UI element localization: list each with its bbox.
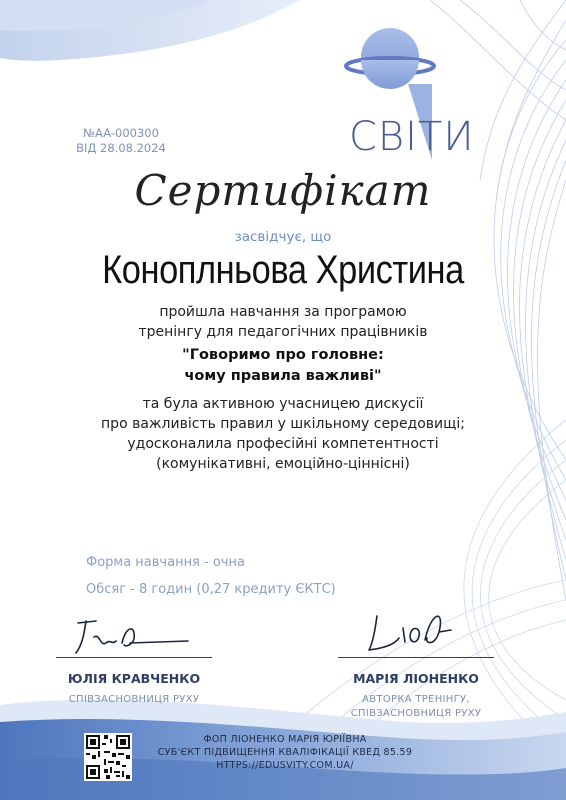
signatory-name: МАРІЯ ЛІОНЕНКО [353,671,479,686]
certificate-number: №AA-000300 [83,126,159,140]
certifies-text: засвідчує, що [234,229,332,245]
certificate-number-block [66,126,176,156]
certificate-title: Сертифікат [134,166,432,215]
body-line: пройшла навчання за програмою [159,304,407,320]
signature-line [338,657,494,658]
signatory-role: СПІВЗАСНОВНИЦЯ РУХУ [68,694,200,705]
details-line: (комунікативні, емоційно-ціннісні) [156,456,410,472]
certificate-date: ВІД 28.08.2024 [76,141,166,155]
logo-wordmark: СВІТИ [349,114,475,160]
qr-code[interactable] [84,733,132,781]
signatory-role [326,693,506,721]
program-line: "Говоримо про головне: [182,347,384,363]
details-text [0,394,566,474]
details-line: удосконалила професійні компетентності [127,436,439,452]
details-line: про важливість правил у шкільному середовищі; [101,416,465,432]
training-form: Форма навчання - очна [86,555,245,570]
training-volume: Обсяг - 8 годин (0,27 кредиту ЄКТС) [86,582,336,597]
signature-kravchenko [70,615,190,660]
signature-line [56,657,212,658]
body-line: тренінгу для педагогічних працівників [138,324,428,340]
body-text [0,302,566,342]
signature-lionenko [355,602,455,657]
program-title [0,345,566,387]
footer-link[interactable]: HTTPS://EDUSVITY.COM.UA/ [216,760,354,771]
details-line: та була активною учасницею дискусії [142,396,424,412]
footer-info [150,733,420,772]
signatory-name: ЮЛІЯ КРАВЧЕНКО [67,671,201,686]
recipient-name: Коноплньова Христина [102,248,464,292]
signatory-role-line: СПІВЗАСНОВНИЦЯ РУХУ [350,708,482,719]
footer-line: ФОП ЛІОНЕНКО МАРІЯ ЮРІЇВНА [203,734,367,745]
program-line: чому правила важливі" [184,368,382,384]
signatory-role-line: АВТОРКА ТРЕНІНГУ, [362,694,470,705]
footer-line: СУБ'ЄКТ ПІДВИЩЕННЯ КВАЛІФІКАЦІЇ КВЕД 85.59 [157,747,413,758]
